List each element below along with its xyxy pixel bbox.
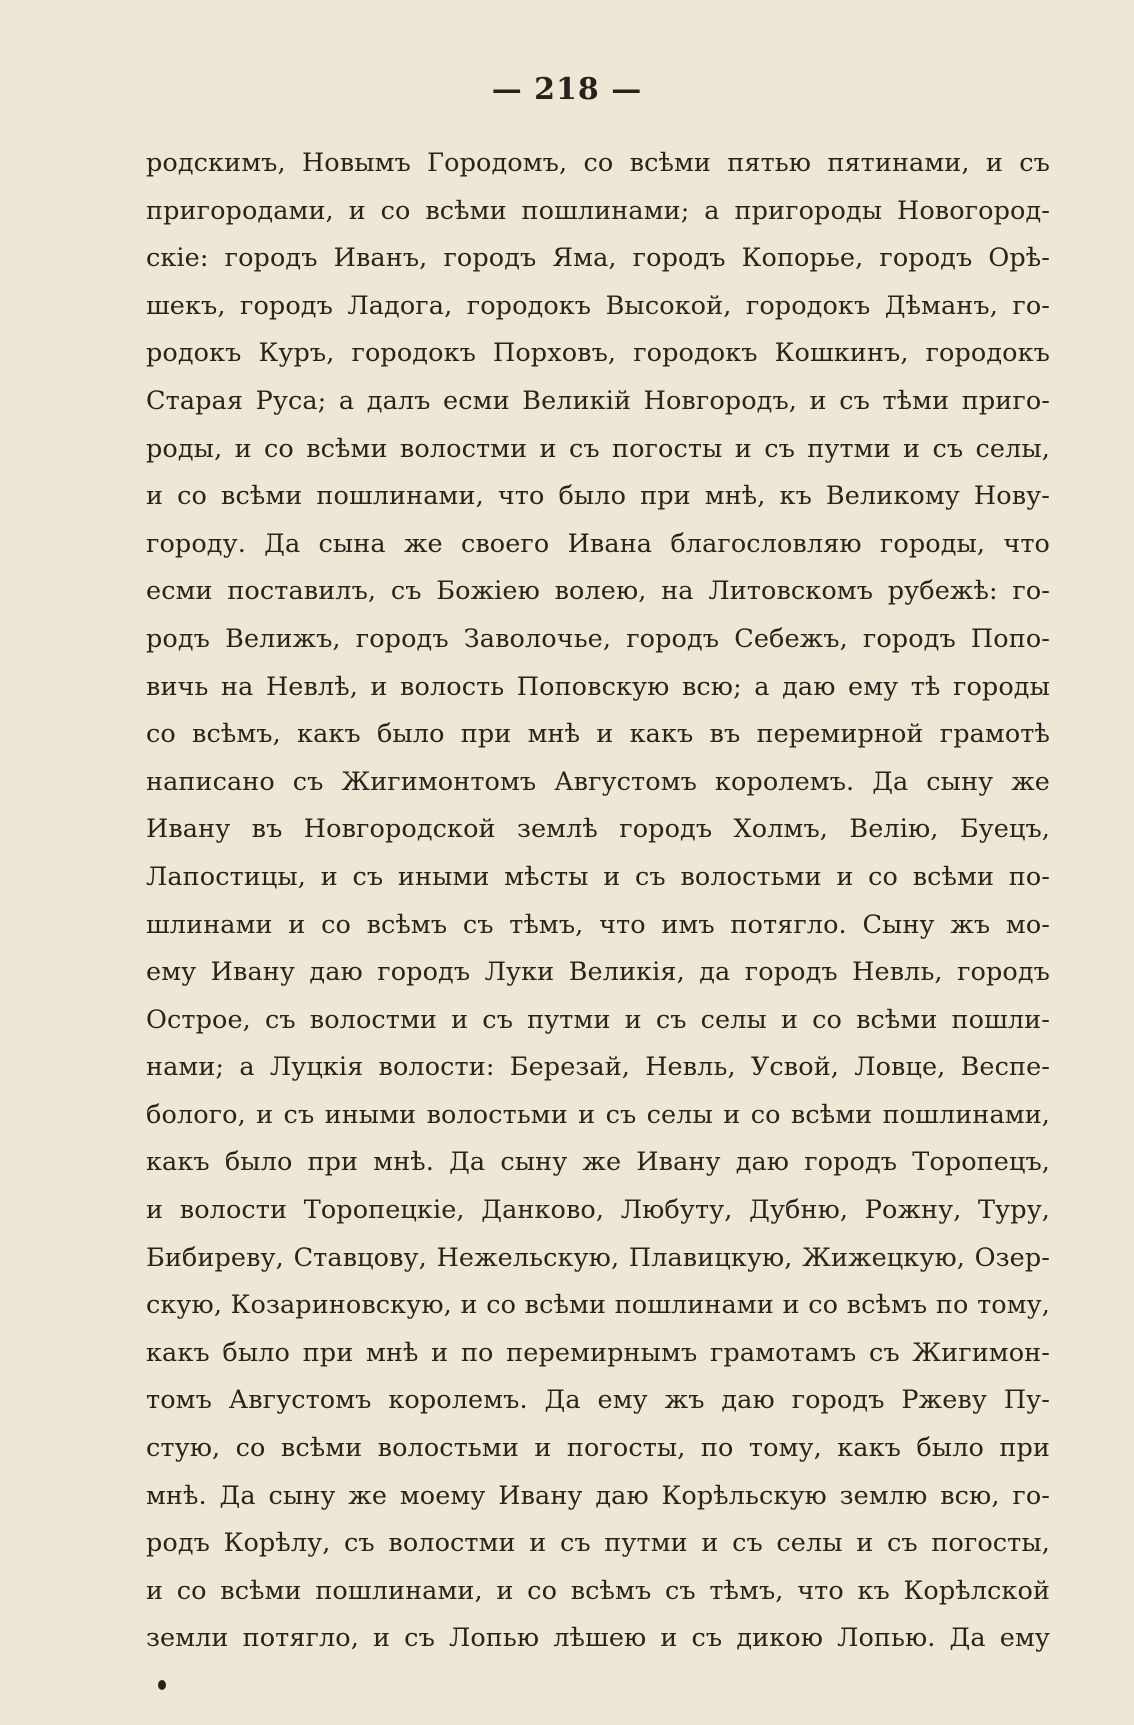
text-line: бологo, и съ иными волостьми и съ селы и со всѣми пошлинами, bbox=[146, 1099, 1050, 1130]
text-line: какъ было при мнѣ и по перемирнымъ грамотамъ съ Жигимон- bbox=[146, 1337, 1050, 1368]
text-line: нами; а Луцкія волости: Березай, Невль, Усвой, Ловце, Веспе- bbox=[146, 1052, 1050, 1083]
text-line: скіе: городъ Иванъ, городъ Яма, городъ Копорье, городъ Орѣ- bbox=[146, 243, 1050, 274]
text-line: земли потягло, и съ Лопью лѣшею и съ дикою Лопью. Да ему bbox=[146, 1623, 1050, 1654]
text-line: пригородами, и со всѣми пошлинами; а пригороды Новогород- bbox=[146, 195, 1050, 226]
text-line: со всѣмъ, какъ было при мнѣ и какъ въ перемирной грамотѣ bbox=[146, 719, 1050, 750]
text-line: и со всѣми пошлинами, и со всѣмъ съ тѣмъ, что къ Корѣлской bbox=[146, 1575, 1050, 1606]
text-line: есми поставилъ, съ Божіею волею, на Литовскомъ рубежѣ: го- bbox=[146, 576, 1050, 607]
text-line: родъ Корѣлу, съ волостми и съ путми и съ селы и съ погосты, bbox=[146, 1528, 1050, 1559]
text-line: ему Ивану даю городъ Луки Великія, да городъ Невль, городъ bbox=[146, 957, 1050, 988]
text-line: городу. Да сына же своего Ивана благословляю городы, что bbox=[146, 528, 1050, 559]
text-line: Старая Руса; а далъ есми Великій Новгородъ, и съ тѣми приго- bbox=[146, 385, 1050, 416]
page-number: — 218 — bbox=[491, 72, 643, 107]
text-line: шекъ, городъ Ладога, городокъ Высокой, городокъ Дѣманъ, го- bbox=[146, 290, 1050, 321]
text-line: шлинами и со всѣмъ съ тѣмъ, что имъ потягло. Сыну жъ мо- bbox=[146, 909, 1050, 940]
text-line: Ивану въ Новгородской землѣ городъ Холмъ, Велію, Буецъ, bbox=[146, 814, 1050, 845]
text-line: мнѣ. Да сыну же моему Ивану даю Корѣльскую землю всю, го- bbox=[146, 1480, 1050, 1511]
text-line: родъ Велижъ, городъ Заволочье, городъ Себежъ, городъ Попо- bbox=[146, 623, 1050, 654]
body-text bbox=[146, 140, 1050, 1663]
text-line: вичь на Невлѣ, и волость Поповскую всю; а даю ему тѣ городы bbox=[146, 671, 1050, 702]
text-line: родскимъ, Новымъ Городомъ, со всѣми пятью пятинами, и съ bbox=[146, 148, 1050, 178]
text-line: и волости Торопецкіе, Данково, Любуту, Дубню, Рожну, Туру, bbox=[146, 1195, 1050, 1226]
text-line: какъ было при мнѣ. Да сыну же Ивану даю городъ Торопецъ, bbox=[146, 1147, 1050, 1178]
text-line: Лапостицы, и съ иными мѣсты и съ волостьми и со всѣми по- bbox=[146, 861, 1050, 892]
text-line: родокъ Куръ, городокъ Порховъ, городокъ Кошкинъ, городокъ bbox=[146, 338, 1050, 369]
text-line: скую, Козариновскую, и со всѣми пошлинами и со всѣмъ по тому, bbox=[146, 1290, 1050, 1321]
text-line: и со всѣми пошлинами, что было при мнѣ, къ Великому Нову- bbox=[146, 481, 1050, 512]
text-line: стую, со всѣми волостьми и погосты, по тому, какъ было при bbox=[146, 1433, 1050, 1464]
text-line: роды, и со всѣми волостми и съ погосты и съ путми и съ селы, bbox=[146, 433, 1050, 464]
text-line: томъ Августомъ королемъ. Да ему жъ даю городъ Ржеву Пу- bbox=[146, 1385, 1050, 1416]
ink-speck bbox=[158, 1680, 166, 1690]
text-line: Бибиреву, Ставцову, Нежельскую, Плавицкую, Жижецкую, Озер- bbox=[146, 1242, 1050, 1273]
text-line: написано съ Жигимонтомъ Августомъ королемъ. Да сыну же bbox=[146, 766, 1050, 797]
text-line: Острое, съ волостми и съ путми и съ селы и со всѣми пошли- bbox=[146, 1004, 1050, 1035]
